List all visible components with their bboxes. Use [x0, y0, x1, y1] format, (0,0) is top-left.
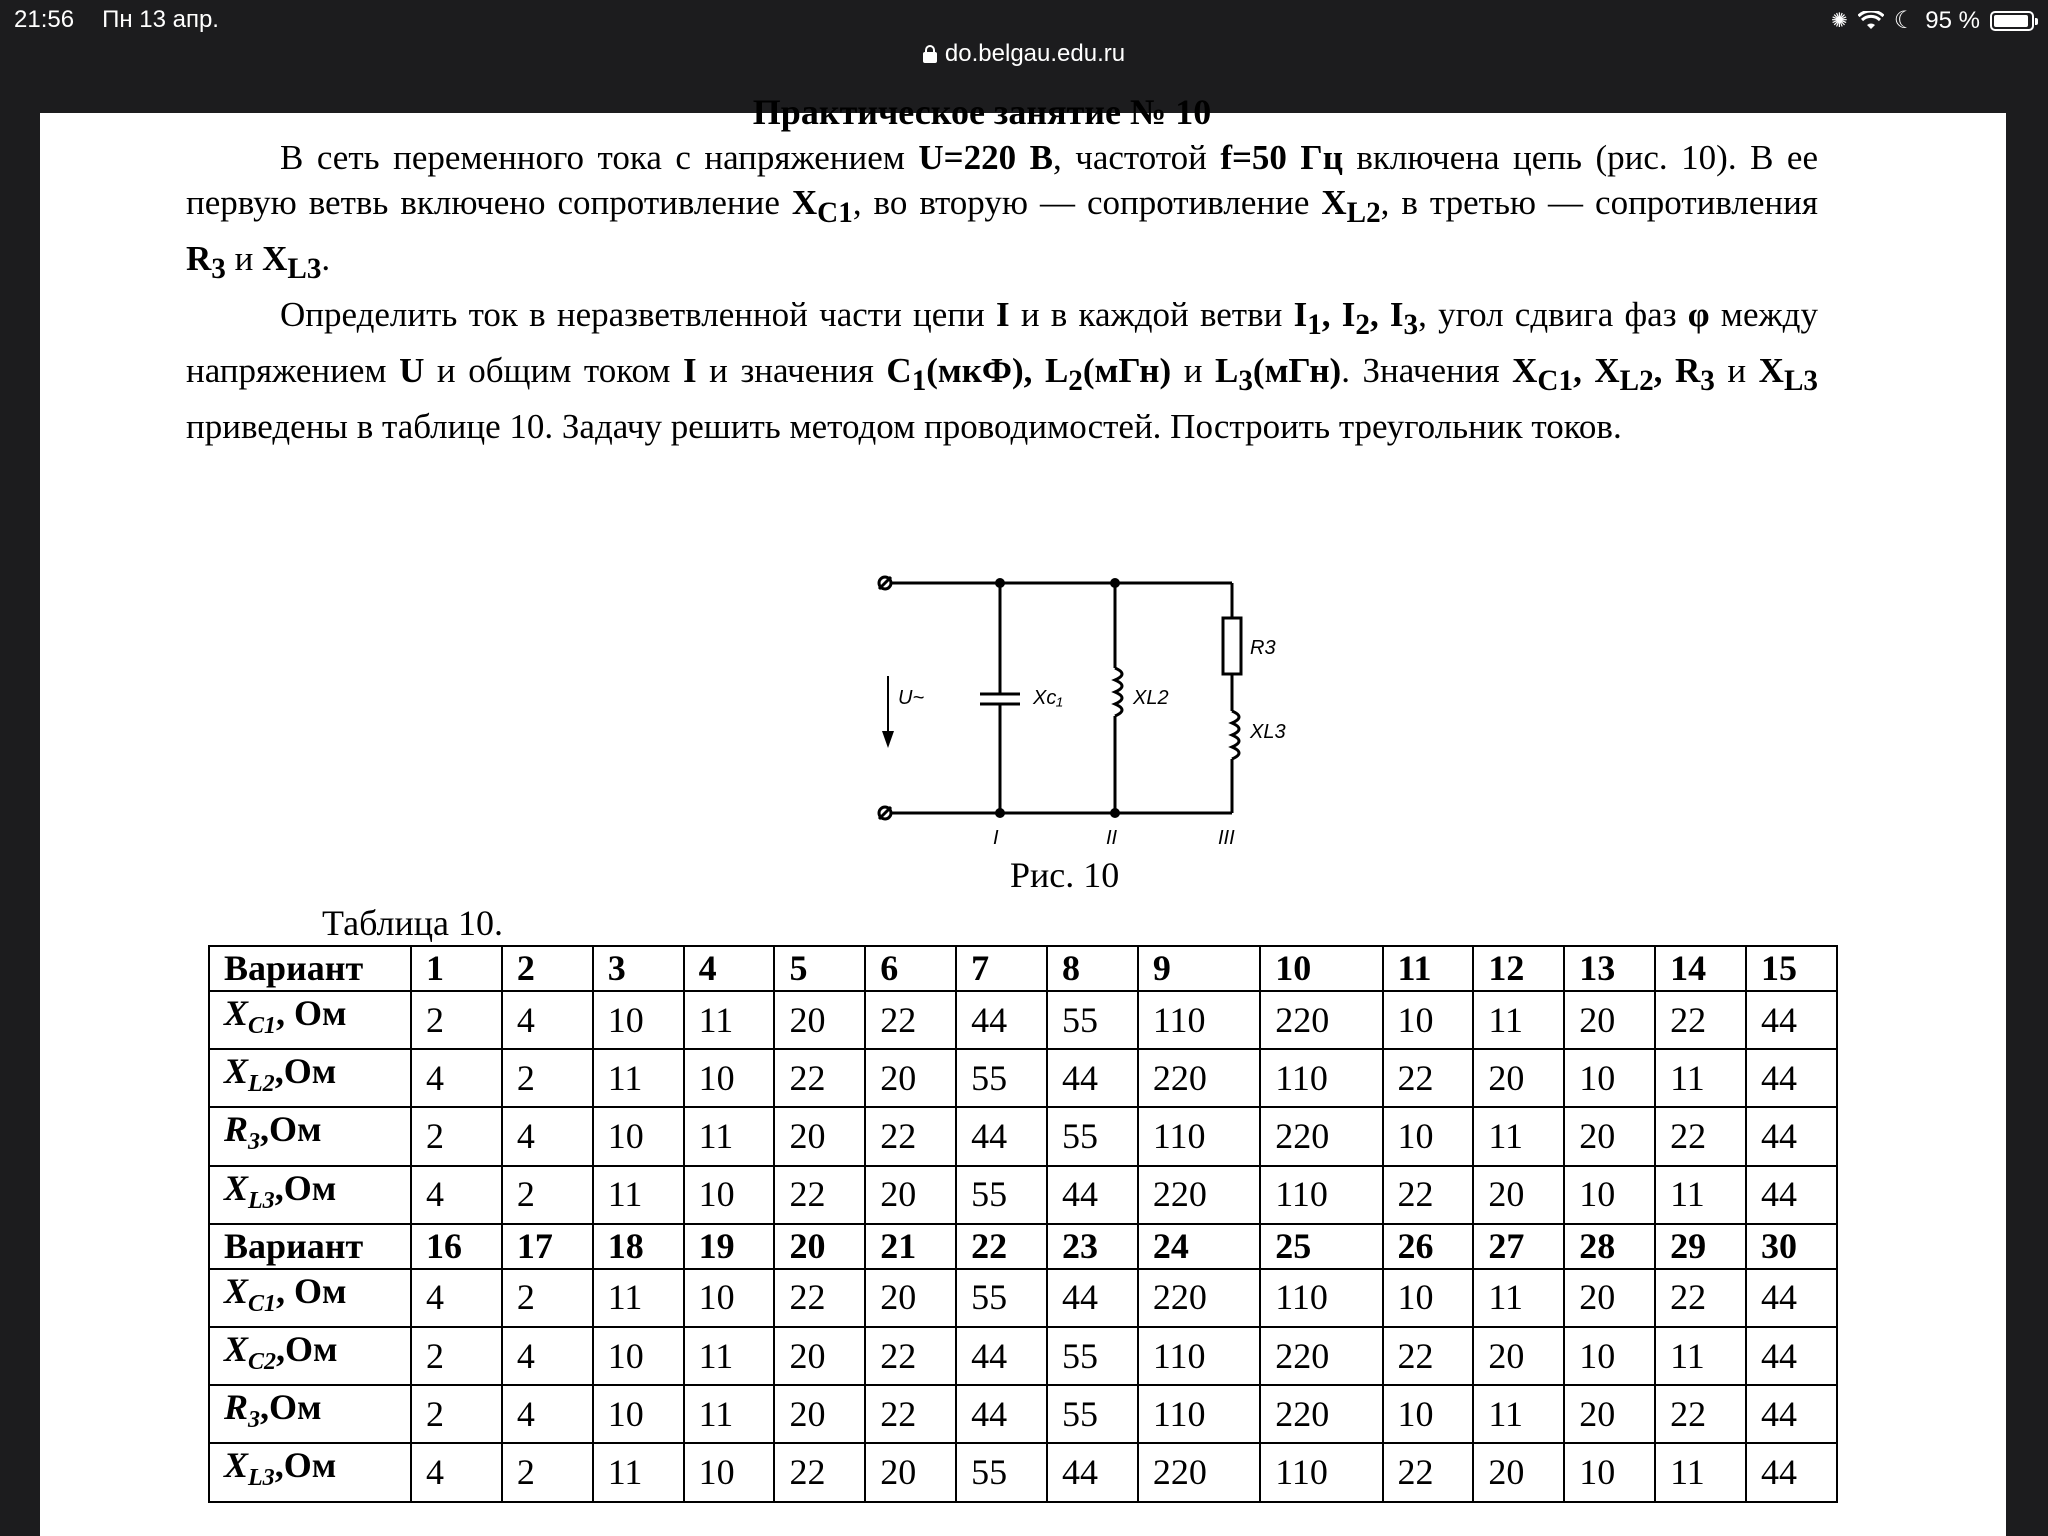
- value-cell: 20: [1473, 1327, 1564, 1385]
- value-cell: 44: [1047, 1049, 1138, 1107]
- value-cell: 44: [1746, 1107, 1837, 1165]
- value-cell: 110: [1138, 1107, 1260, 1165]
- value-cell: 10: [1383, 1385, 1474, 1443]
- node-1-label: I: [993, 827, 999, 849]
- row-label: $X_{L3},Ом$: [209, 1166, 411, 1224]
- value-cell: 11: [593, 1166, 684, 1224]
- row-label: $X_{C1}$, Ом: [209, 1269, 411, 1327]
- value-cell: 11: [1473, 1107, 1564, 1165]
- value-cell: 11: [1655, 1327, 1746, 1385]
- value-cell: 4: [502, 1385, 593, 1443]
- table-row: [209, 1107, 1837, 1165]
- variant-number-cell: 4: [684, 946, 775, 991]
- value-cell: 11: [1655, 1166, 1746, 1224]
- r3-label: R3: [1250, 637, 1276, 659]
- row-label: $R_3,Ом$: [209, 1385, 411, 1443]
- value-cell: 20: [865, 1443, 956, 1501]
- value-cell: 20: [774, 1385, 865, 1443]
- url-text[interactable]: do.belgau.edu.ru: [944, 40, 1126, 67]
- value-cell: 22: [865, 991, 956, 1049]
- value-cell: 11: [1473, 1269, 1564, 1327]
- variant-number-cell: 20: [774, 1224, 865, 1269]
- value-cell: 11: [593, 1049, 684, 1107]
- variant-number-cell: 29: [1655, 1224, 1746, 1269]
- value-cell: 44: [1746, 1269, 1837, 1327]
- battery-icon: [1990, 11, 2034, 31]
- value-cell: 55: [1047, 1327, 1138, 1385]
- value-cell: 44: [1746, 991, 1837, 1049]
- variant-number-cell: 17: [502, 1224, 593, 1269]
- variant-number-cell: 18: [593, 1224, 684, 1269]
- row-label: $R_3,Ом$: [209, 1107, 411, 1165]
- value-cell: 11: [593, 1443, 684, 1501]
- value-cell: 110: [1260, 1269, 1382, 1327]
- battery-level: [1994, 15, 2028, 27]
- value-cell: 22: [865, 1385, 956, 1443]
- xl2-label: XL2: [1133, 687, 1169, 709]
- value-cell: 20: [1564, 991, 1655, 1049]
- value-cell: 2: [411, 991, 502, 1049]
- value-cell: 2: [411, 1107, 502, 1165]
- value-cell: 55: [1047, 991, 1138, 1049]
- table-row: [209, 1327, 1837, 1385]
- value-cell: 22: [865, 1327, 956, 1385]
- row-label: $X_{C1}$, Ом: [209, 991, 411, 1049]
- variant-number-cell: 22: [956, 1224, 1047, 1269]
- value-cell: 110: [1260, 1166, 1382, 1224]
- value-cell: 20: [1564, 1385, 1655, 1443]
- node-3-label: III: [1218, 827, 1235, 849]
- value-cell: 10: [1383, 1269, 1474, 1327]
- row-label: $X_{L2},Ом$: [209, 1049, 411, 1107]
- value-cell: 44: [956, 1385, 1047, 1443]
- value-cell: 44: [1746, 1385, 1837, 1443]
- table-row: [209, 1166, 1837, 1224]
- value-cell: 10: [1564, 1327, 1655, 1385]
- value-cell: 220: [1138, 1049, 1260, 1107]
- value-cell: 220: [1138, 1166, 1260, 1224]
- value-cell: 20: [774, 991, 865, 1049]
- value-cell: 10: [1383, 1107, 1474, 1165]
- row-label: $X_{C2},Ом$: [209, 1327, 411, 1385]
- variant-number-cell: 24: [1138, 1224, 1260, 1269]
- value-cell: 44: [956, 1327, 1047, 1385]
- circuit-diagram: [868, 566, 1288, 866]
- value-cell: 44: [1047, 1443, 1138, 1501]
- value-cell: 20: [1564, 1269, 1655, 1327]
- value-cell: 22: [1383, 1443, 1474, 1501]
- value-cell: 110: [1138, 1385, 1260, 1443]
- value-cell: 4: [502, 991, 593, 1049]
- value-cell: 11: [1655, 1443, 1746, 1501]
- value-cell: 44: [1746, 1443, 1837, 1501]
- variant-number-cell: 26: [1383, 1224, 1474, 1269]
- value-cell: 44: [956, 1107, 1047, 1165]
- value-cell: 44: [1047, 1166, 1138, 1224]
- table-header-row: [209, 1224, 1837, 1269]
- variant-number-cell: 23: [1047, 1224, 1138, 1269]
- figure-caption: Рис. 10: [1010, 855, 1120, 895]
- row-label: $X_{L3},Ом$: [209, 1443, 411, 1501]
- variant-number-cell: 5: [774, 946, 865, 991]
- variant-number-cell: 7: [956, 946, 1047, 991]
- value-cell: 11: [1473, 1385, 1564, 1443]
- value-cell: 11: [684, 1327, 775, 1385]
- value-cell: 4: [411, 1269, 502, 1327]
- variant-number-cell: 13: [1564, 946, 1655, 991]
- row-label: Вариант: [209, 1224, 411, 1269]
- variant-number-cell: 10: [1260, 946, 1382, 991]
- table-row: [209, 1443, 1837, 1501]
- value-cell: 110: [1260, 1443, 1382, 1501]
- variant-number-cell: 3: [593, 946, 684, 991]
- value-cell: 2: [411, 1385, 502, 1443]
- value-cell: 110: [1138, 991, 1260, 1049]
- variant-number-cell: 2: [502, 946, 593, 991]
- table-caption: Таблица 10.: [322, 903, 503, 943]
- value-cell: 20: [1473, 1049, 1564, 1107]
- xc1-label: Xc₁: [1033, 687, 1063, 709]
- table-row: [209, 1385, 1837, 1443]
- value-cell: 44: [1746, 1327, 1837, 1385]
- variant-number-cell: 6: [865, 946, 956, 991]
- value-cell: 20: [1564, 1107, 1655, 1165]
- value-cell: 4: [411, 1049, 502, 1107]
- value-cell: 22: [1655, 1385, 1746, 1443]
- table-row: [209, 991, 1837, 1049]
- value-cell: 22: [774, 1443, 865, 1501]
- variant-number-cell: 1: [411, 946, 502, 991]
- value-cell: 2: [502, 1269, 593, 1327]
- value-cell: 20: [774, 1107, 865, 1165]
- value-cell: 10: [1564, 1166, 1655, 1224]
- value-cell: 55: [956, 1269, 1047, 1327]
- moon-icon: ☾: [1893, 7, 1916, 34]
- xl3-label: XL3: [1250, 721, 1286, 743]
- value-cell: 2: [502, 1166, 593, 1224]
- value-cell: 4: [411, 1443, 502, 1501]
- table-header-row: [209, 946, 1837, 991]
- value-cell: 10: [684, 1443, 775, 1501]
- value-cell: 22: [1655, 1269, 1746, 1327]
- variant-number-cell: 12: [1473, 946, 1564, 991]
- loading-icon: ✺: [1831, 10, 1848, 32]
- status-time: 21:56: [14, 6, 75, 33]
- value-cell: 55: [1047, 1385, 1138, 1443]
- value-cell: 110: [1138, 1327, 1260, 1385]
- variant-number-cell: 21: [865, 1224, 956, 1269]
- value-cell: 11: [684, 1107, 775, 1165]
- value-cell: 10: [684, 1269, 775, 1327]
- value-cell: 10: [1564, 1049, 1655, 1107]
- node-2-label: II: [1106, 827, 1118, 849]
- value-cell: 11: [684, 991, 775, 1049]
- variant-number-cell: 27: [1473, 1224, 1564, 1269]
- variant-number-cell: 8: [1047, 946, 1138, 991]
- value-cell: 220: [1260, 991, 1382, 1049]
- value-cell: 44: [956, 991, 1047, 1049]
- value-cell: 44: [1047, 1269, 1138, 1327]
- status-bar: [0, 0, 2048, 40]
- value-cell: 55: [956, 1443, 1047, 1501]
- status-date: Пн 13 апр.: [102, 6, 219, 33]
- value-cell: 22: [774, 1269, 865, 1327]
- variant-number-cell: 15: [1746, 946, 1837, 991]
- paragraph-conditions: В сеть переменного тока с напряжением U=220 В, частотой f=50 Гц включена цепь (рис. 10). В ее первую ветвь включено сопротивление $X_{C1}$, во вторую — сопротивление $X_{L2}$, в третью — сопротивления $R_3$ и $X_{L3}$.: [186, 138, 1818, 285]
- value-cell: 55: [1047, 1107, 1138, 1165]
- value-cell: 10: [593, 1385, 684, 1443]
- value-cell: 220: [1138, 1443, 1260, 1501]
- value-cell: 2: [411, 1327, 502, 1385]
- value-cell: 22: [1383, 1049, 1474, 1107]
- document-body: [186, 90, 1818, 449]
- value-cell: 22: [1383, 1327, 1474, 1385]
- value-cell: 10: [593, 1107, 684, 1165]
- value-cell: 4: [502, 1327, 593, 1385]
- variant-number-cell: 28: [1564, 1224, 1655, 1269]
- value-cell: 220: [1260, 1107, 1382, 1165]
- variant-number-cell: 11: [1383, 946, 1474, 991]
- value-cell: 2: [502, 1049, 593, 1107]
- variant-number-cell: 19: [684, 1224, 775, 1269]
- value-cell: 2: [502, 1443, 593, 1501]
- value-cell: 4: [411, 1166, 502, 1224]
- value-cell: 20: [865, 1049, 956, 1107]
- variants-table: [208, 945, 1838, 1503]
- value-cell: 220: [1138, 1269, 1260, 1327]
- value-cell: 22: [1383, 1166, 1474, 1224]
- value-cell: 10: [684, 1049, 775, 1107]
- value-cell: 4: [502, 1107, 593, 1165]
- value-cell: 20: [774, 1327, 865, 1385]
- table-row: [209, 1269, 1837, 1327]
- value-cell: 22: [865, 1107, 956, 1165]
- table-row: [209, 1049, 1837, 1107]
- row-label: Вариант: [209, 946, 411, 991]
- value-cell: 22: [1655, 1107, 1746, 1165]
- variant-number-cell: 16: [411, 1224, 502, 1269]
- value-cell: 10: [1383, 991, 1474, 1049]
- value-cell: 44: [1746, 1049, 1837, 1107]
- value-cell: 10: [1564, 1443, 1655, 1501]
- value-cell: 20: [1473, 1443, 1564, 1501]
- value-cell: 20: [865, 1166, 956, 1224]
- paragraph-task: Определить ток в неразветвленной части цепи I и в каждой ветви $I_1$, $I_2$, $I_3$, угол сдвига фаз φ между напряжением U и общим током I и значения $C_1(мкФ)$, $L_2(мГн)$ и $L_3(мГн)$. Значения $X_{C1}$, $X_{L2}$, $R_3$ и $X_{L3}$ приведены в таблице 10. Задачу решить методом проводимостей. Построить треугольник токов.: [186, 295, 1818, 446]
- value-cell: 110: [1260, 1049, 1382, 1107]
- value-cell: 220: [1260, 1327, 1382, 1385]
- value-cell: 55: [956, 1049, 1047, 1107]
- value-cell: 10: [593, 1327, 684, 1385]
- value-cell: 22: [774, 1049, 865, 1107]
- value-cell: 220: [1260, 1385, 1382, 1443]
- value-cell: 55: [956, 1166, 1047, 1224]
- document-title: Практическое занятие № 10: [752, 92, 1212, 132]
- value-cell: 22: [774, 1166, 865, 1224]
- value-cell: 10: [684, 1166, 775, 1224]
- variant-number-cell: 30: [1746, 1224, 1837, 1269]
- value-cell: 11: [1473, 991, 1564, 1049]
- variant-number-cell: 9: [1138, 946, 1260, 991]
- variant-number-cell: 14: [1655, 946, 1746, 991]
- value-cell: 20: [865, 1269, 956, 1327]
- value-cell: 44: [1746, 1166, 1837, 1224]
- battery-percent: 95 %: [1925, 6, 1980, 34]
- value-cell: 10: [593, 991, 684, 1049]
- value-cell: 11: [593, 1269, 684, 1327]
- value-cell: 20: [1473, 1166, 1564, 1224]
- voltage-label: U~: [898, 687, 925, 709]
- lock-icon: [923, 45, 937, 63]
- address-bar[interactable]: [0, 36, 2048, 72]
- value-cell: 11: [684, 1385, 775, 1443]
- variant-number-cell: 25: [1260, 1224, 1382, 1269]
- wifi-icon: [1858, 11, 1884, 31]
- value-cell: 11: [1655, 1049, 1746, 1107]
- value-cell: 22: [1655, 991, 1746, 1049]
